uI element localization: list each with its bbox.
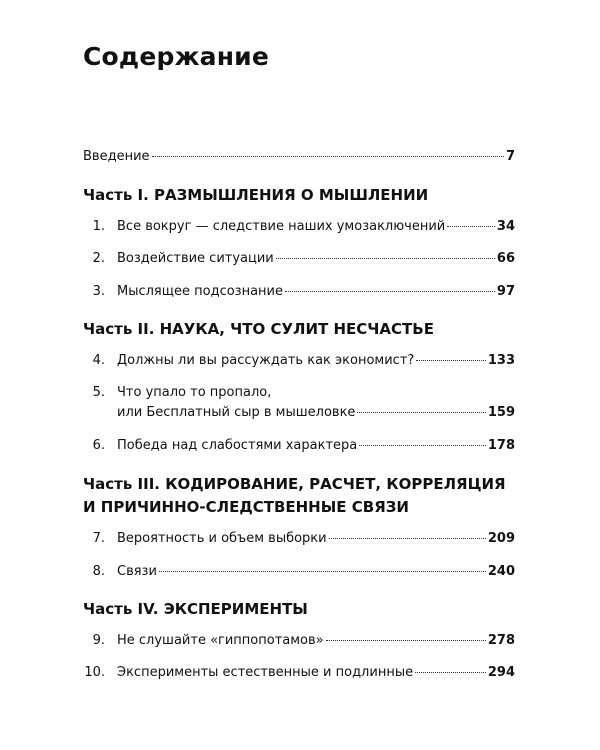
toc-entry[interactable] xyxy=(83,251,515,267)
dot-leader xyxy=(415,672,486,673)
entry-text: Не слушайте «гиппопотамов» xyxy=(117,633,324,648)
entry-text-line1: Что упало то пропало, xyxy=(117,385,272,400)
chapter-number: 5. xyxy=(92,385,105,400)
entry-text: Должны ли вы рассуждать как экономист? xyxy=(117,353,415,368)
page-number: 178 xyxy=(487,438,515,453)
entry-text: Вероятность и объем выборки xyxy=(117,531,327,546)
toc-entry[interactable] xyxy=(83,353,515,369)
page-number: 209 xyxy=(487,531,515,546)
dot-leader xyxy=(159,571,486,572)
toc-entry[interactable] xyxy=(83,633,515,649)
toc-entry[interactable] xyxy=(83,665,515,681)
chapter-number: 4. xyxy=(92,353,105,368)
toc-entry-line1[interactable] xyxy=(83,385,515,401)
toc-entry[interactable] xyxy=(83,564,515,580)
entry-text: Мыслящее подсознание xyxy=(117,284,283,299)
toc-entry[interactable] xyxy=(83,531,515,547)
dot-leader xyxy=(152,156,504,157)
page-number: 133 xyxy=(487,353,515,368)
page-number: 66 xyxy=(496,251,515,266)
entry-text: Связи xyxy=(117,564,157,579)
entry-text: Введение xyxy=(83,149,150,164)
entry-text: Эксперименты естественные и подлинные xyxy=(117,665,414,680)
toc-entry-intro[interactable] xyxy=(83,149,515,165)
entry-text: Победа над слабостями характера xyxy=(117,438,358,453)
part-heading: Часть II. НАУКА, ЧТО СУЛИТ НЕСЧАСТЬЕ xyxy=(83,320,434,338)
chapter-number: 8. xyxy=(92,564,105,579)
toc-entry[interactable] xyxy=(83,284,515,300)
page-number: 7 xyxy=(505,149,515,164)
page-number: 240 xyxy=(487,564,515,579)
toc-entry[interactable] xyxy=(83,219,515,235)
part-heading-line2: И ПРИЧИННО-СЛЕДСТВЕННЫЕ СВЯЗИ xyxy=(83,498,409,516)
toc-entry[interactable] xyxy=(83,438,515,454)
dot-leader xyxy=(329,538,486,539)
chapter-number: 9. xyxy=(92,633,105,648)
part-heading: Часть IV. ЭКСПЕРИМЕНТЫ xyxy=(83,600,308,618)
dot-leader xyxy=(357,412,485,413)
part-heading: Часть I. РАЗМЫШЛЕНИЯ О МЫШЛЕНИИ xyxy=(83,186,429,204)
dot-leader xyxy=(359,445,486,446)
dot-leader xyxy=(276,258,495,259)
chapter-number: 1. xyxy=(92,219,105,234)
page-number: 159 xyxy=(487,405,515,420)
page-number: 278 xyxy=(487,633,515,648)
chapter-number: 3. xyxy=(92,284,105,299)
part-heading-line1: Часть III. КОДИРОВАНИЕ, РАСЧЕТ, КОРРЕЛЯЦИЯ xyxy=(83,475,506,493)
chapter-number: 6. xyxy=(92,438,105,453)
chapter-number: 2. xyxy=(92,251,105,266)
page-title: Содержание xyxy=(83,42,270,71)
dot-leader xyxy=(326,640,486,641)
toc-entry[interactable] xyxy=(83,405,515,421)
dot-leader xyxy=(447,226,495,227)
entry-text: или Бесплатный сыр в мышеловке xyxy=(117,405,356,420)
page-number: 34 xyxy=(496,219,515,234)
dot-leader xyxy=(285,291,495,292)
page-number: 97 xyxy=(496,284,515,299)
page-number: 294 xyxy=(487,665,515,680)
entry-text: Все вокруг — следствие наших умозаключений xyxy=(117,219,446,234)
dot-leader xyxy=(416,360,486,361)
chapter-number: 10. xyxy=(84,665,105,680)
chapter-number: 7. xyxy=(92,531,105,546)
entry-text: Воздействие ситуации xyxy=(117,251,274,266)
